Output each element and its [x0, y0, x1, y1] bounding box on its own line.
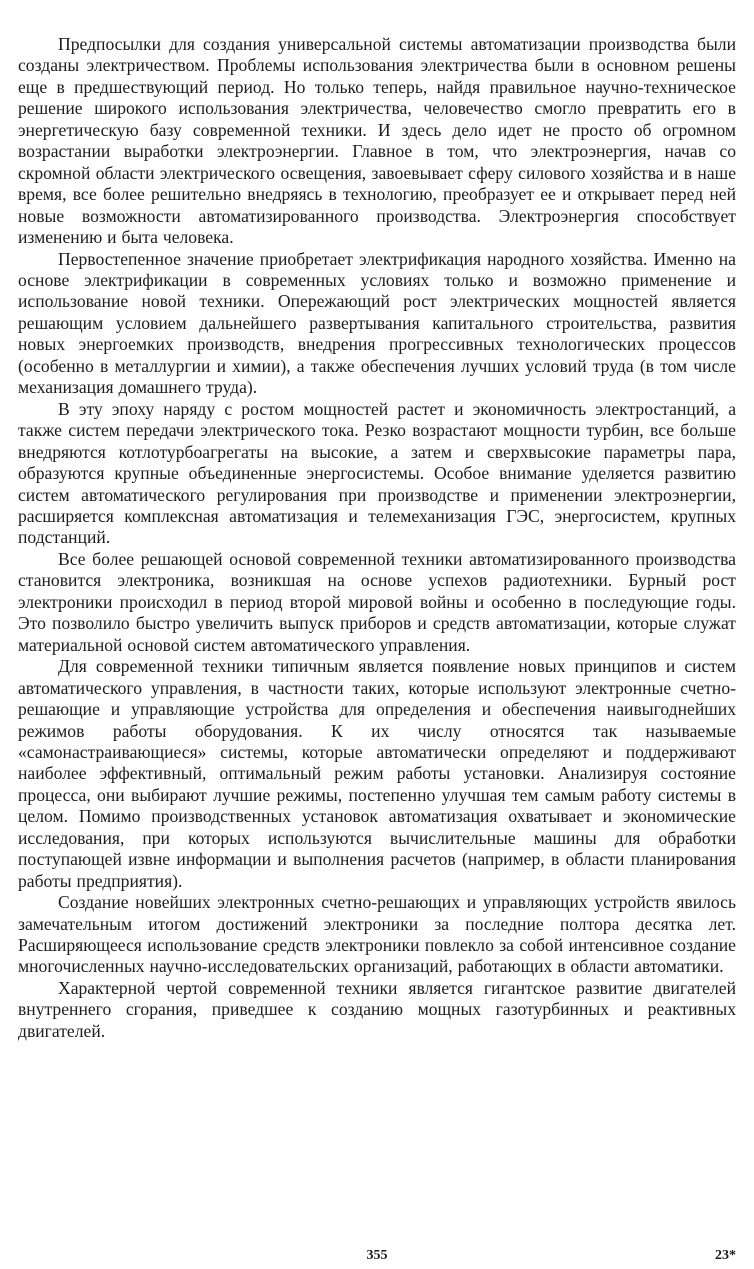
- paragraph-control-systems: Для современной техники типичным является появление новых принципов и систем автоматического управления, в частности таких, которые используют электронные счетно-решающие и управляющие устройства для определения и обеспечения наивыгоднейших режимов работы оборудования. К их числу относятся так называемые «самонастраивающиеся» системы, которые автоматически определяют и поддерживают наиболее эффективный, оптимальный режим работы установки. Анализируя состояние процесса, они выбирают лучшие режимы, постепенно улучшая тем самым работу системы в целом. Помимо производственных установок автоматизация охватывает и экономические исследования, при которых используются вычислительные машины для обработки поступающей извне информации и выполнения расчетов (например, в области планирования работы предприятия).: [18, 656, 736, 891]
- page-number: 355: [366, 1248, 388, 1263]
- paragraph-electronics: Все более решающей основой современной техники автоматизированного производства становится электроника, возникшая на основе успехов радиотехники. Бурный рост электроники происходил в период второй мировой войны и особенно в последующие годы. Это позволило быстро увеличить выпуск приборов и средств автоматизации, которые служат материальной основой систем автоматического управления.: [18, 548, 736, 655]
- paragraph-power-stations: В эту эпоху наряду с ростом мощностей растет и экономичность электростанций, а также систем передачи электрического тока. Резко возрастают мощности турбин, все больше внедряются котлотурбоагрегаты на высокие, а затем и сверхвысокие параметры пара, образуются крупные объединенные энергосистемы. Особое внимание уделяется развитию систем автоматического регулирования при производстве и применении электроэнергии, расширяется комплексная автоматизация и телемеханизация ГЭС, энергосистем, крупных подстанций.: [18, 398, 736, 548]
- page-body: [18, 34, 736, 1042]
- signature-mark: 23*: [715, 1248, 736, 1263]
- page-footer: [0, 1248, 754, 1268]
- paragraph-electrification: Первостепенное значение приобретает электрификация народного хозяйства. Именно на основе электрификации в современных условиях только и возможно применение и использование новой техники. Опережающий рост электрических мощностей является решающим условием дальнейшего развертывания капитального строительства, развития новых энергоемких производств, внедрения прогрессивных технологических процессов (особенно в металлургии и химии), а также обеспечения лучших условий труда (в том числе механизация домашнего труда).: [18, 248, 736, 398]
- paragraph-engines: Характерной чертой современной техники является гигантское развитие двигателей внутреннего сгорания, приведшее к созданию мощных газотурбинных и реактивных двигателей.: [18, 977, 736, 1041]
- paragraph-automation-prerequisites: Предпосылки для создания универсальной системы автоматизации производства были созданы электричеством. Проблемы использования электричества были в основном решены еще в предшествующий период. Но только теперь, найдя правильное научно-техническое решение широкого использования электричества, человечество смогло превратить его в энергетическую базу современной техники. И здесь дело идет не просто об огромном возрастании выработки электроэнергии. Главное в том, что электроэнергия, начав со скромной области электрического освещения, завоевывает сферу силового хозяйства и в наше время, все более решительно внедряясь в технологию, преобразует ее и открывает перед ней новые возможности автоматизированного производства. Электроэнергия способствует изменению и быта человека.: [18, 34, 736, 248]
- paragraph-computing-devices: Создание новейших электронных счетно-решающих и управляющих устройств явилось замечательным итогом достижений электроники за последние полтора десятка лет. Расширяющееся использование средств электроники повлекло за собой интенсивное создание многочисленных научно-исследовательских организаций, работающих в области автоматики.: [18, 892, 736, 977]
